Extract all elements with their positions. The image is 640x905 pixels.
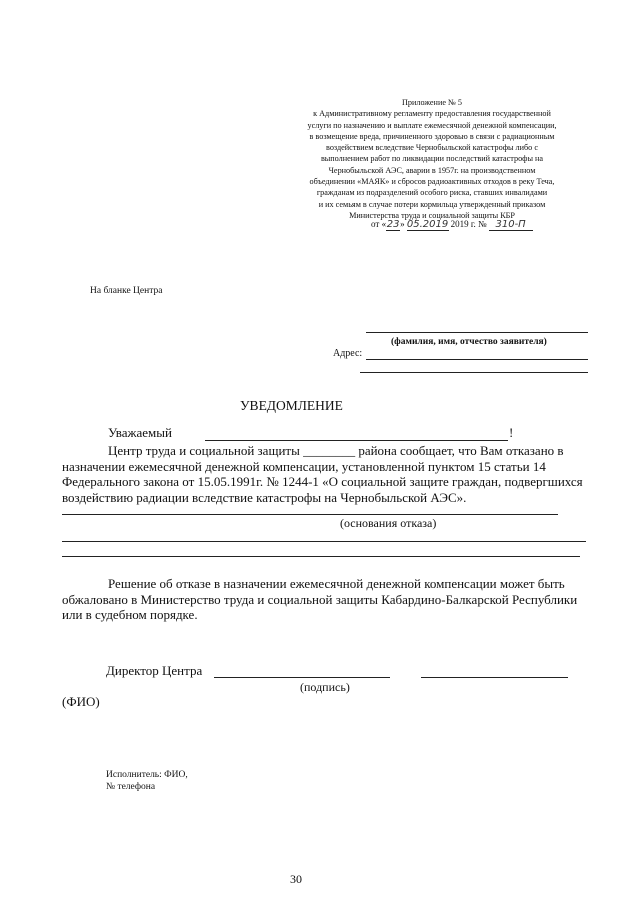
appendix-line: и их семьям в случае потери кормильца утвержденный приказом [318,199,546,209]
date-month: 05.2019 [406,219,449,230]
page-number: 30 [290,872,302,886]
appendix-line: гражданам из подразделений особого риска, ставших инвалидами [316,188,548,198]
appendix-line: в возмещение вреда, причиненного здоровью в связи с радиационным [309,131,555,141]
executor-label: Исполнитель: ФИО, [106,770,188,780]
decision-paragraph [62,576,588,623]
approval-date-line [371,219,533,231]
salutation-end: ! [509,425,514,440]
appendix-line: Приложение № 5 [402,98,462,107]
date-day: 23 [386,219,400,230]
signature-caption: (подпись) [300,680,350,694]
director-label: Директор Центра [106,663,203,678]
date-number: 310-П [489,219,533,231]
refusal-line-3 [62,556,580,557]
body-line: назначении ежемесячной денежной компенсации, установленной пунктом 15 статьи 14 [62,458,546,474]
blank-label: На бланке Центра [90,286,163,296]
appendix-line: Чернобыльской АЭС, аварии в 1957г. на производственном [328,165,536,175]
appendix-line: объединении «МАЯК» и сбросов радиоактивных отходов в реку Теча, [309,177,555,187]
decision-line: обжаловано в Министерство труда и социальной защиты Кабардино-Балкарской Республики [62,591,578,607]
appendix-line: к Административному регламенту предоставления государственной [313,109,551,119]
address-line-2 [360,372,588,373]
decision-line: Решение об отказе в назначении ежемесячной денежной компенсации может быть [108,576,565,591]
salutation-name-line [205,440,508,441]
notice-body [62,443,588,505]
body-line: Федерального закона от 15.05.1991г. № 1244-1 «О социальной защите граждан, подвергшихся [62,474,583,489]
appendix-line: Министерства труда и социальной защиты КБР [349,210,515,220]
appendix-line: выполнением работ по ликвидации последствий катастрофы на [320,154,544,164]
appendix-block [262,97,602,221]
appendix-line: услуги по назначению и выплате ежемесячной денежной компенсации, [307,120,557,130]
phone-label: № телефона [106,782,156,792]
date-year: 2019 г. № [450,219,487,229]
applicant-name-line [366,332,588,333]
signature-line [214,677,390,678]
body-line: Центр труда и социальной защиты ________ района сообщает, что Вам отказано в [108,443,564,458]
refusal-caption: (основания отказа) [340,516,437,530]
salutation-label: Уважаемый [108,425,172,440]
address-label: Адрес: [333,348,363,359]
body-line: воздействию радиации вследствие катастрофы на Чернобыльской АЭС». [62,489,467,505]
address-line-1 [366,359,588,360]
fio-label: (ФИО) [62,694,100,709]
page-title: УВЕДОМЛЕНИЕ [240,398,343,413]
refusal-line-1 [62,514,558,515]
fio-line [421,677,568,678]
date-prefix: от « [371,219,387,229]
decision-line: или в судебном порядке. [62,607,198,622]
appendix-line: воздействием вследствие Чернобыльской катастрофы либо с [326,143,538,153]
refusal-line-2 [62,541,586,542]
date-mid: » [400,219,405,229]
applicant-caption: (фамилия, имя, отчество заявителя) [391,337,547,347]
